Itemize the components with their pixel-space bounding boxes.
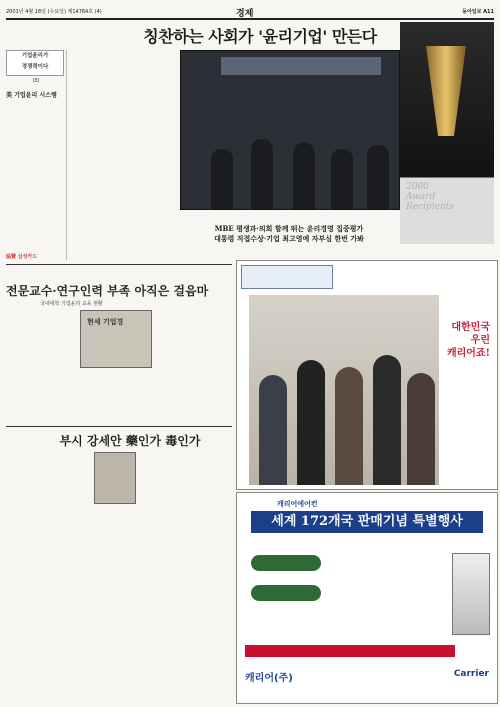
photo-person: [331, 149, 353, 209]
author-photo: [94, 452, 136, 504]
ad-details-text: [329, 543, 447, 639]
trophy-icon: [426, 46, 466, 136]
section-divider: [6, 264, 232, 265]
main-headline: 칭찬하는 사회가 '윤리기업' 만든다: [143, 27, 377, 46]
article-column-4: [180, 246, 250, 260]
article-column-1: [70, 52, 120, 202]
section-label: 경제: [236, 9, 254, 19]
section2-subtitle: 국내대학 기업윤리 교육 현황: [40, 301, 103, 307]
lecture-photo: [80, 310, 152, 368]
award-year: 2000: [406, 182, 429, 192]
lecture-photo-label: 현세 기업경: [87, 318, 124, 326]
logo-line1: 기업윤리가: [21, 53, 49, 59]
photo-person: [367, 145, 389, 209]
slogan-line1: 대한민국: [451, 322, 490, 333]
award-recipients: Recipients: [406, 202, 455, 212]
article-column-5: [254, 246, 324, 260]
section2-column-1: [6, 310, 76, 420]
ad-slogan: [442, 321, 490, 360]
section2-title: 전문교수·연구인력 부족 아직은 걸음마: [6, 284, 209, 298]
carrier-model-ad: [236, 260, 498, 490]
product-badge: [251, 555, 321, 571]
photo-person: [251, 139, 273, 209]
air-conditioner-image: [452, 553, 490, 635]
series-sidebar: [6, 50, 67, 260]
section3-column-2: [80, 506, 152, 700]
award-label: [406, 182, 454, 212]
ad-model: [335, 367, 363, 485]
article-column-3: [70, 206, 174, 256]
sidebar-title: 美 기업윤리 시스템: [6, 92, 57, 99]
section-divider: [6, 426, 232, 427]
section3-title: 부시 강세안 藥인가 毒인가: [59, 434, 201, 448]
award-trophy-image: [400, 22, 494, 244]
ad-pretitle: 캐리어에어컨: [277, 500, 318, 508]
article-column-2: [124, 52, 174, 202]
page-header: [6, 6, 494, 20]
ad-model: [297, 360, 325, 485]
carrier-sale-ad: [236, 492, 498, 704]
ad-title: 세계 172개국 판매기념 특별행사: [251, 511, 483, 533]
product-badge: [251, 585, 321, 601]
ad-model: [259, 375, 287, 485]
paper-name: 동아일보 A11: [462, 9, 494, 15]
ad-models-photo: [249, 295, 439, 485]
award-ceremony-photo: [180, 50, 400, 210]
logo-line2: 경쟁력이다: [21, 64, 49, 70]
series-logo: [6, 50, 64, 76]
ad-model: [373, 355, 401, 485]
ceremony-banner: [221, 57, 381, 75]
ad-model: [407, 373, 435, 485]
series-number: (3): [32, 78, 40, 84]
section2-column-3: [80, 370, 150, 420]
section2-column-2: [154, 310, 232, 420]
section3-column-1: [6, 450, 76, 700]
article-subhead-2: 대통령 직접수상·기업 최고영예 자부심 한번 가봐: [214, 234, 364, 243]
slogan-line3: 캐리어죠!: [446, 348, 490, 359]
slogan-line2: 우린: [470, 335, 490, 346]
section3-column-3: [156, 450, 232, 700]
ad-brand: 캐리어(주): [245, 673, 293, 684]
sponsor-label: 協贊 삼성카드: [6, 254, 38, 260]
issue-date: 2001년 4월 18일 (수요일) 제14764호 (4): [6, 9, 102, 15]
ad-event-period: [245, 645, 455, 657]
article-subhead-1: MBE 평생과·의회 함께 뛰는 윤리경영 집중평가: [214, 224, 364, 233]
carrier-logo: Carrier: [453, 669, 489, 679]
ad-headline-box: [241, 265, 333, 289]
photo-person: [293, 143, 315, 209]
photo-person: [211, 149, 233, 209]
award-word: Award: [406, 192, 436, 202]
